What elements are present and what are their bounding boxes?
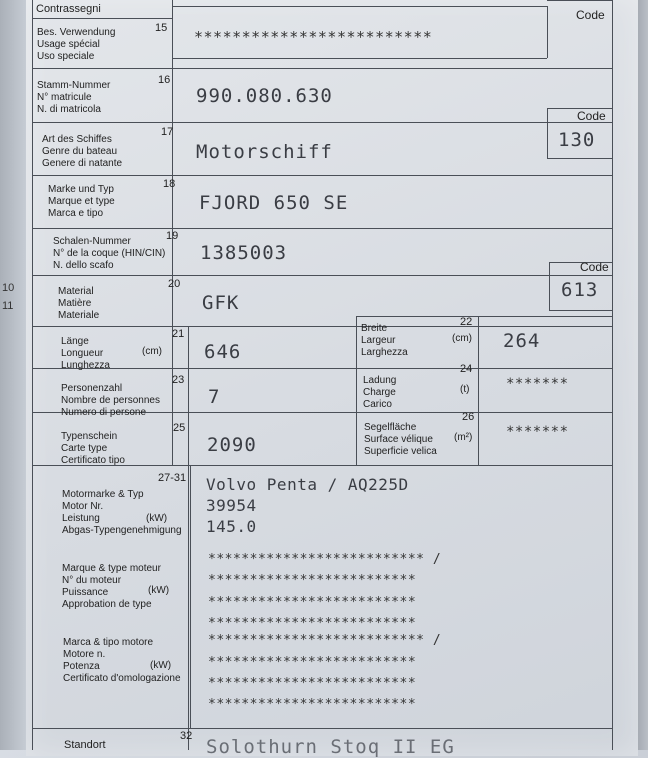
schalen-label-it: N. dello scafo: [53, 260, 114, 271]
field-number-26: 26: [462, 411, 475, 423]
motor-de-label-4: Abgas-Typengenehmigung: [62, 525, 182, 536]
motor-it-stars-3: *************************: [208, 676, 417, 691]
laenge-value: 646: [204, 341, 242, 363]
motor-fr-stars-2: *************************: [208, 573, 417, 588]
laenge-label-it: Lunghezza: [61, 360, 110, 371]
schalen-value: 1385003: [200, 242, 288, 264]
usage-label-it: Uso speciale: [37, 51, 95, 62]
motor-fr-label-1: Marque & type moteur: [62, 563, 161, 574]
marke-value: FJORD 650 SE: [199, 192, 349, 214]
schiff-label-fr: Genre du bateau: [42, 146, 118, 157]
schiff-label-it: Genere di natante: [42, 158, 123, 169]
schalen-label-de: Schalen-Nummer: [53, 236, 131, 247]
field-number-21: 21: [172, 328, 185, 340]
ladung-label-fr: Charge: [363, 387, 396, 398]
ladung-unit: (t): [460, 384, 470, 395]
usage-label-de: Bes. Verwendung: [37, 27, 116, 38]
material-code-label: Code: [580, 260, 609, 274]
motor-fr-stars-1: ************************** /: [208, 552, 442, 567]
field-number-20: 20: [168, 278, 181, 290]
breite-label-de: Breite: [361, 323, 388, 334]
code-label-top: Code: [576, 8, 605, 22]
segel-label-it: Superficie velica: [364, 446, 437, 457]
stamm-label-it: N. di matricola: [37, 104, 101, 115]
motor-fr-unit: (kW): [148, 585, 170, 596]
field-number-15: 15: [155, 22, 168, 34]
margin-number-10: 10: [2, 282, 15, 294]
contrassegni-label: Contrassegni: [36, 3, 101, 15]
laenge-label-fr: Longueur: [61, 348, 104, 359]
motor-it-label-2: Motore n.: [63, 649, 106, 660]
laenge-unit: (cm): [142, 346, 162, 357]
marke-label-fr: Marque et type: [48, 196, 115, 207]
left-page-strip: [0, 0, 27, 750]
marke-label-it: Marca e tipo: [48, 208, 104, 219]
schiff-value: Motorschiff: [196, 141, 333, 163]
motor-fr-stars-3: *************************: [208, 595, 417, 610]
motor-it-stars-1: ************************** /: [208, 633, 442, 648]
motor-it-unit: (kW): [150, 660, 172, 671]
segel-value: *******: [506, 424, 569, 440]
laenge-label-de: Länge: [61, 336, 89, 347]
breite-label-it: Larghezza: [361, 347, 408, 358]
margin-number-11: 11: [2, 300, 14, 312]
ladung-label-de: Ladung: [363, 375, 397, 386]
ladung-value: *******: [506, 376, 569, 392]
typenschein-value: 2090: [207, 434, 257, 456]
field-number-18: 18: [163, 178, 176, 190]
motor-de-label-1: Motormarke & Typ: [62, 489, 144, 500]
motor-fr-label-2: N° du moteur: [62, 575, 122, 586]
motor-brand-value: Volvo Penta / AQ225D: [206, 475, 409, 494]
material-code-value: 613: [561, 279, 599, 301]
motor-it-label-4: Certificato d'omologazione: [63, 673, 181, 684]
motor-fr-stars-4: *************************: [208, 616, 417, 631]
personen-label-it: Numero di persone: [61, 407, 147, 418]
marke-label-de: Marke und Typ: [48, 184, 114, 195]
field-number-27-31: 27-31: [158, 472, 187, 484]
typenschein-label-it: Certificato tipo: [61, 455, 125, 466]
motor-it-stars-4: *************************: [208, 697, 417, 712]
motor-de-unit: (kW): [146, 513, 168, 524]
schiff-code-label: Code: [577, 109, 606, 123]
motor-fr-label-4: Approbation de type: [62, 599, 152, 610]
stamm-value: 990.080.630: [196, 85, 333, 107]
standort-label: Standort: [64, 739, 106, 751]
field-number-16: 16: [158, 74, 171, 86]
material-label-it: Materiale: [58, 310, 100, 321]
material-value: GFK: [202, 292, 240, 314]
field-number-22: 22: [460, 316, 473, 328]
usage-label-fr: Usage spécial: [37, 39, 100, 50]
motor-de-label-3: Leistung: [62, 513, 100, 524]
schiff-code-value: 130: [558, 129, 596, 151]
breite-unit: (cm): [452, 333, 472, 344]
field-number-25: 25: [173, 422, 186, 434]
motor-power-value: 145.0: [206, 517, 257, 536]
personen-label-fr: Nombre de personnes: [61, 395, 160, 406]
ladung-label-it: Carico: [363, 399, 392, 410]
material-label-de: Material: [58, 286, 94, 297]
schiff-label-de: Art des Schiffes: [42, 134, 112, 145]
stamm-label-fr: N° matricule: [37, 92, 92, 103]
typenschein-label-de: Typenschein: [61, 431, 118, 442]
breite-label-fr: Largeur: [361, 335, 396, 346]
personen-label-de: Personenzahl: [61, 383, 123, 394]
motor-it-stars-2: *************************: [208, 655, 417, 670]
motor-fr-label-3: Puissance: [62, 587, 109, 598]
motor-number-value: 39954: [206, 496, 257, 515]
usage-value: *************************: [194, 28, 433, 46]
segel-label-fr: Surface vélique: [364, 434, 433, 445]
segel-label-de: Segelfläche: [364, 422, 417, 433]
schalen-label-fr: N° de la coque (HIN/CIN): [53, 248, 166, 259]
motor-it-label-3: Potenza: [63, 661, 100, 672]
stamm-label-de: Stamm-Nummer: [37, 80, 111, 91]
typenschein-label-fr: Carte type: [61, 443, 108, 454]
field-number-24: 24: [460, 363, 473, 375]
field-number-19: 19: [166, 230, 179, 242]
field-number-23: 23: [172, 374, 185, 386]
breite-value: 264: [503, 330, 541, 352]
field-number-32: 32: [180, 730, 193, 742]
segel-unit: (m²): [454, 432, 473, 443]
standort-value: Solothurn Stoq II EG: [206, 736, 455, 758]
personen-value: 7: [208, 386, 221, 408]
motor-it-label-1: Marca & tipo motore: [63, 637, 154, 648]
field-number-17: 17: [161, 126, 174, 138]
material-label-fr: Matière: [58, 298, 92, 309]
motor-de-label-2: Motor Nr.: [62, 501, 104, 512]
